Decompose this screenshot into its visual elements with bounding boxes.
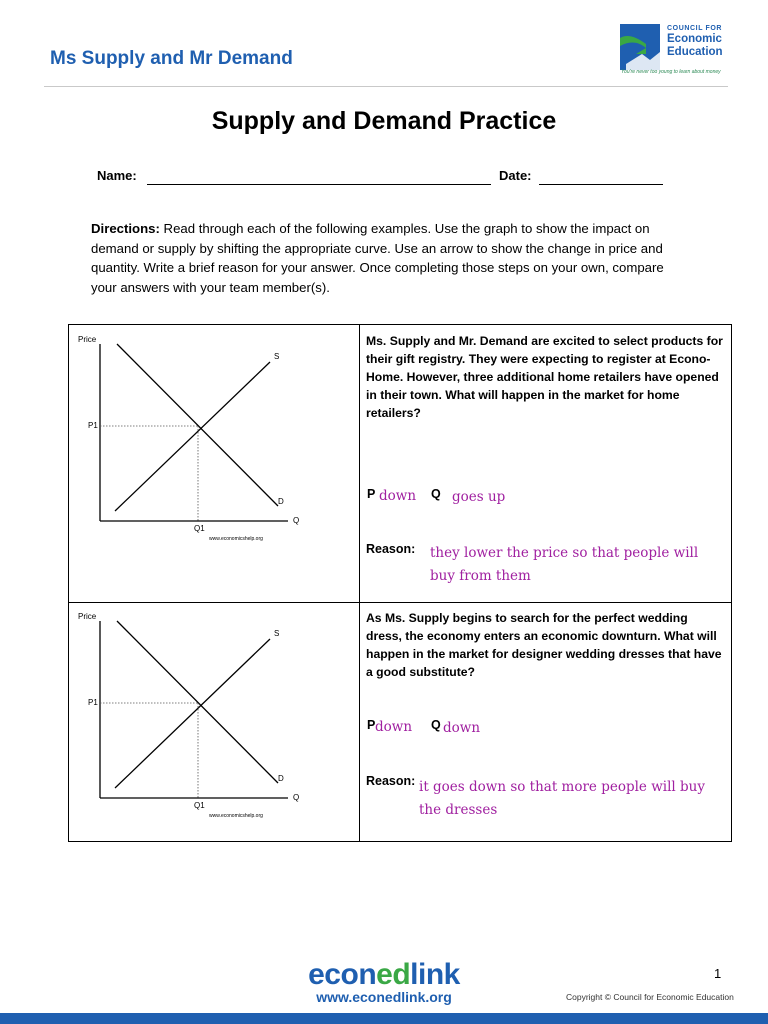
footer-url[interactable]: www.econedlink.org (316, 989, 452, 1005)
econedlink-logo-part1: econ (308, 958, 377, 991)
page-number: 1 (714, 966, 722, 981)
date-label: Date: (499, 168, 532, 183)
directions-label: Directions: (91, 221, 160, 236)
question-1-p-label: P (367, 487, 376, 501)
table-row-divider (68, 602, 732, 603)
graph-source: www.economicshelp.org (209, 536, 263, 542)
name-field[interactable] (147, 184, 491, 185)
footer-bar (0, 1013, 768, 1024)
date-field[interactable] (539, 184, 663, 185)
header-divider (44, 86, 728, 87)
question-1-p-answer[interactable]: down (379, 488, 417, 504)
page-title: Supply and Demand Practice (211, 107, 557, 135)
cee-logo (620, 24, 730, 76)
econedlink-logo-part2: ed (376, 958, 411, 991)
question-1-q-answer[interactable]: goes up (452, 489, 506, 505)
supply-curve (115, 362, 270, 511)
directions-text: Read through each of the following examples. Use the graph to show the impact on demand or supply by shifting the appropriate curve. Use an arrow to show the change in price and quantity. Write a brief reason for your answer. Once completing those steps on your own, compare your answers with your team member(s). (91, 221, 664, 295)
cee-logo-icon (620, 24, 660, 70)
q1-label: Q1 (194, 801, 205, 810)
table-column-divider (359, 324, 360, 842)
cee-logo-tagline: You're never too young to learn about money (621, 69, 721, 75)
supply-demand-graph-1 (70, 328, 358, 548)
quantity-axis-label: Q (293, 516, 300, 525)
demand-curve (117, 344, 278, 506)
cee-logo-mark (620, 24, 660, 70)
question-2-text: As Ms. Supply begins to search for the perfect wedding dress, the economy enters an economic downturn. What will happen in the market for designer wedding dresses that have a good substitute? (366, 611, 722, 679)
question-2-p-label: P (367, 718, 376, 732)
directions (91, 219, 691, 297)
question-2-reason-label: Reason: (366, 774, 416, 788)
supply-demand-graph-2 (70, 605, 358, 825)
question-2-q-label: Q (431, 718, 441, 732)
question-2-p-answer[interactable]: down (375, 719, 413, 735)
question-1-text: Ms. Supply and Mr. Demand are excited to select products for their gift registry. They were expecting to register at Econo-Home. However, three additional home retailers have opened in their town. What will happen in the market for home retailers? (366, 334, 723, 420)
cee-logo-line1: Economic (667, 33, 722, 45)
name-label: Name: (97, 168, 137, 183)
cee-logo-line2: Education (667, 46, 723, 58)
demand-curve (117, 621, 278, 783)
quantity-axis-label: Q (293, 793, 300, 802)
question-1-reason-label: Reason: (366, 542, 416, 556)
supply-label: S (274, 352, 280, 361)
p1-label: P1 (88, 421, 98, 430)
question-1-reason-answer[interactable]: they lower the price so that people will buy from them (430, 545, 699, 584)
graph-source: www.economicshelp.org (209, 813, 263, 819)
header-title: Ms Supply and Mr Demand (50, 48, 293, 69)
econedlink-logo-part3: link (410, 958, 460, 991)
p1-label: P1 (88, 698, 98, 707)
question-1-q-label: Q (431, 487, 441, 501)
econedlink-logo (0, 958, 768, 992)
supply-label: S (274, 629, 280, 638)
demand-label: D (278, 497, 284, 506)
demand-label: D (278, 774, 284, 783)
q1-label: Q1 (194, 524, 205, 533)
question-2-q-answer[interactable]: down (443, 720, 481, 736)
supply-curve (115, 639, 270, 788)
question-2-reason-answer[interactable]: it goes down so that more people will buy the dresses (419, 779, 705, 818)
copyright: Copyright © Council for Economic Education (566, 992, 734, 1002)
graph-price-label: Price (78, 612, 97, 621)
graph-price-label: Price (78, 335, 97, 344)
cee-logo-small: COUNCIL FOR (667, 25, 723, 32)
